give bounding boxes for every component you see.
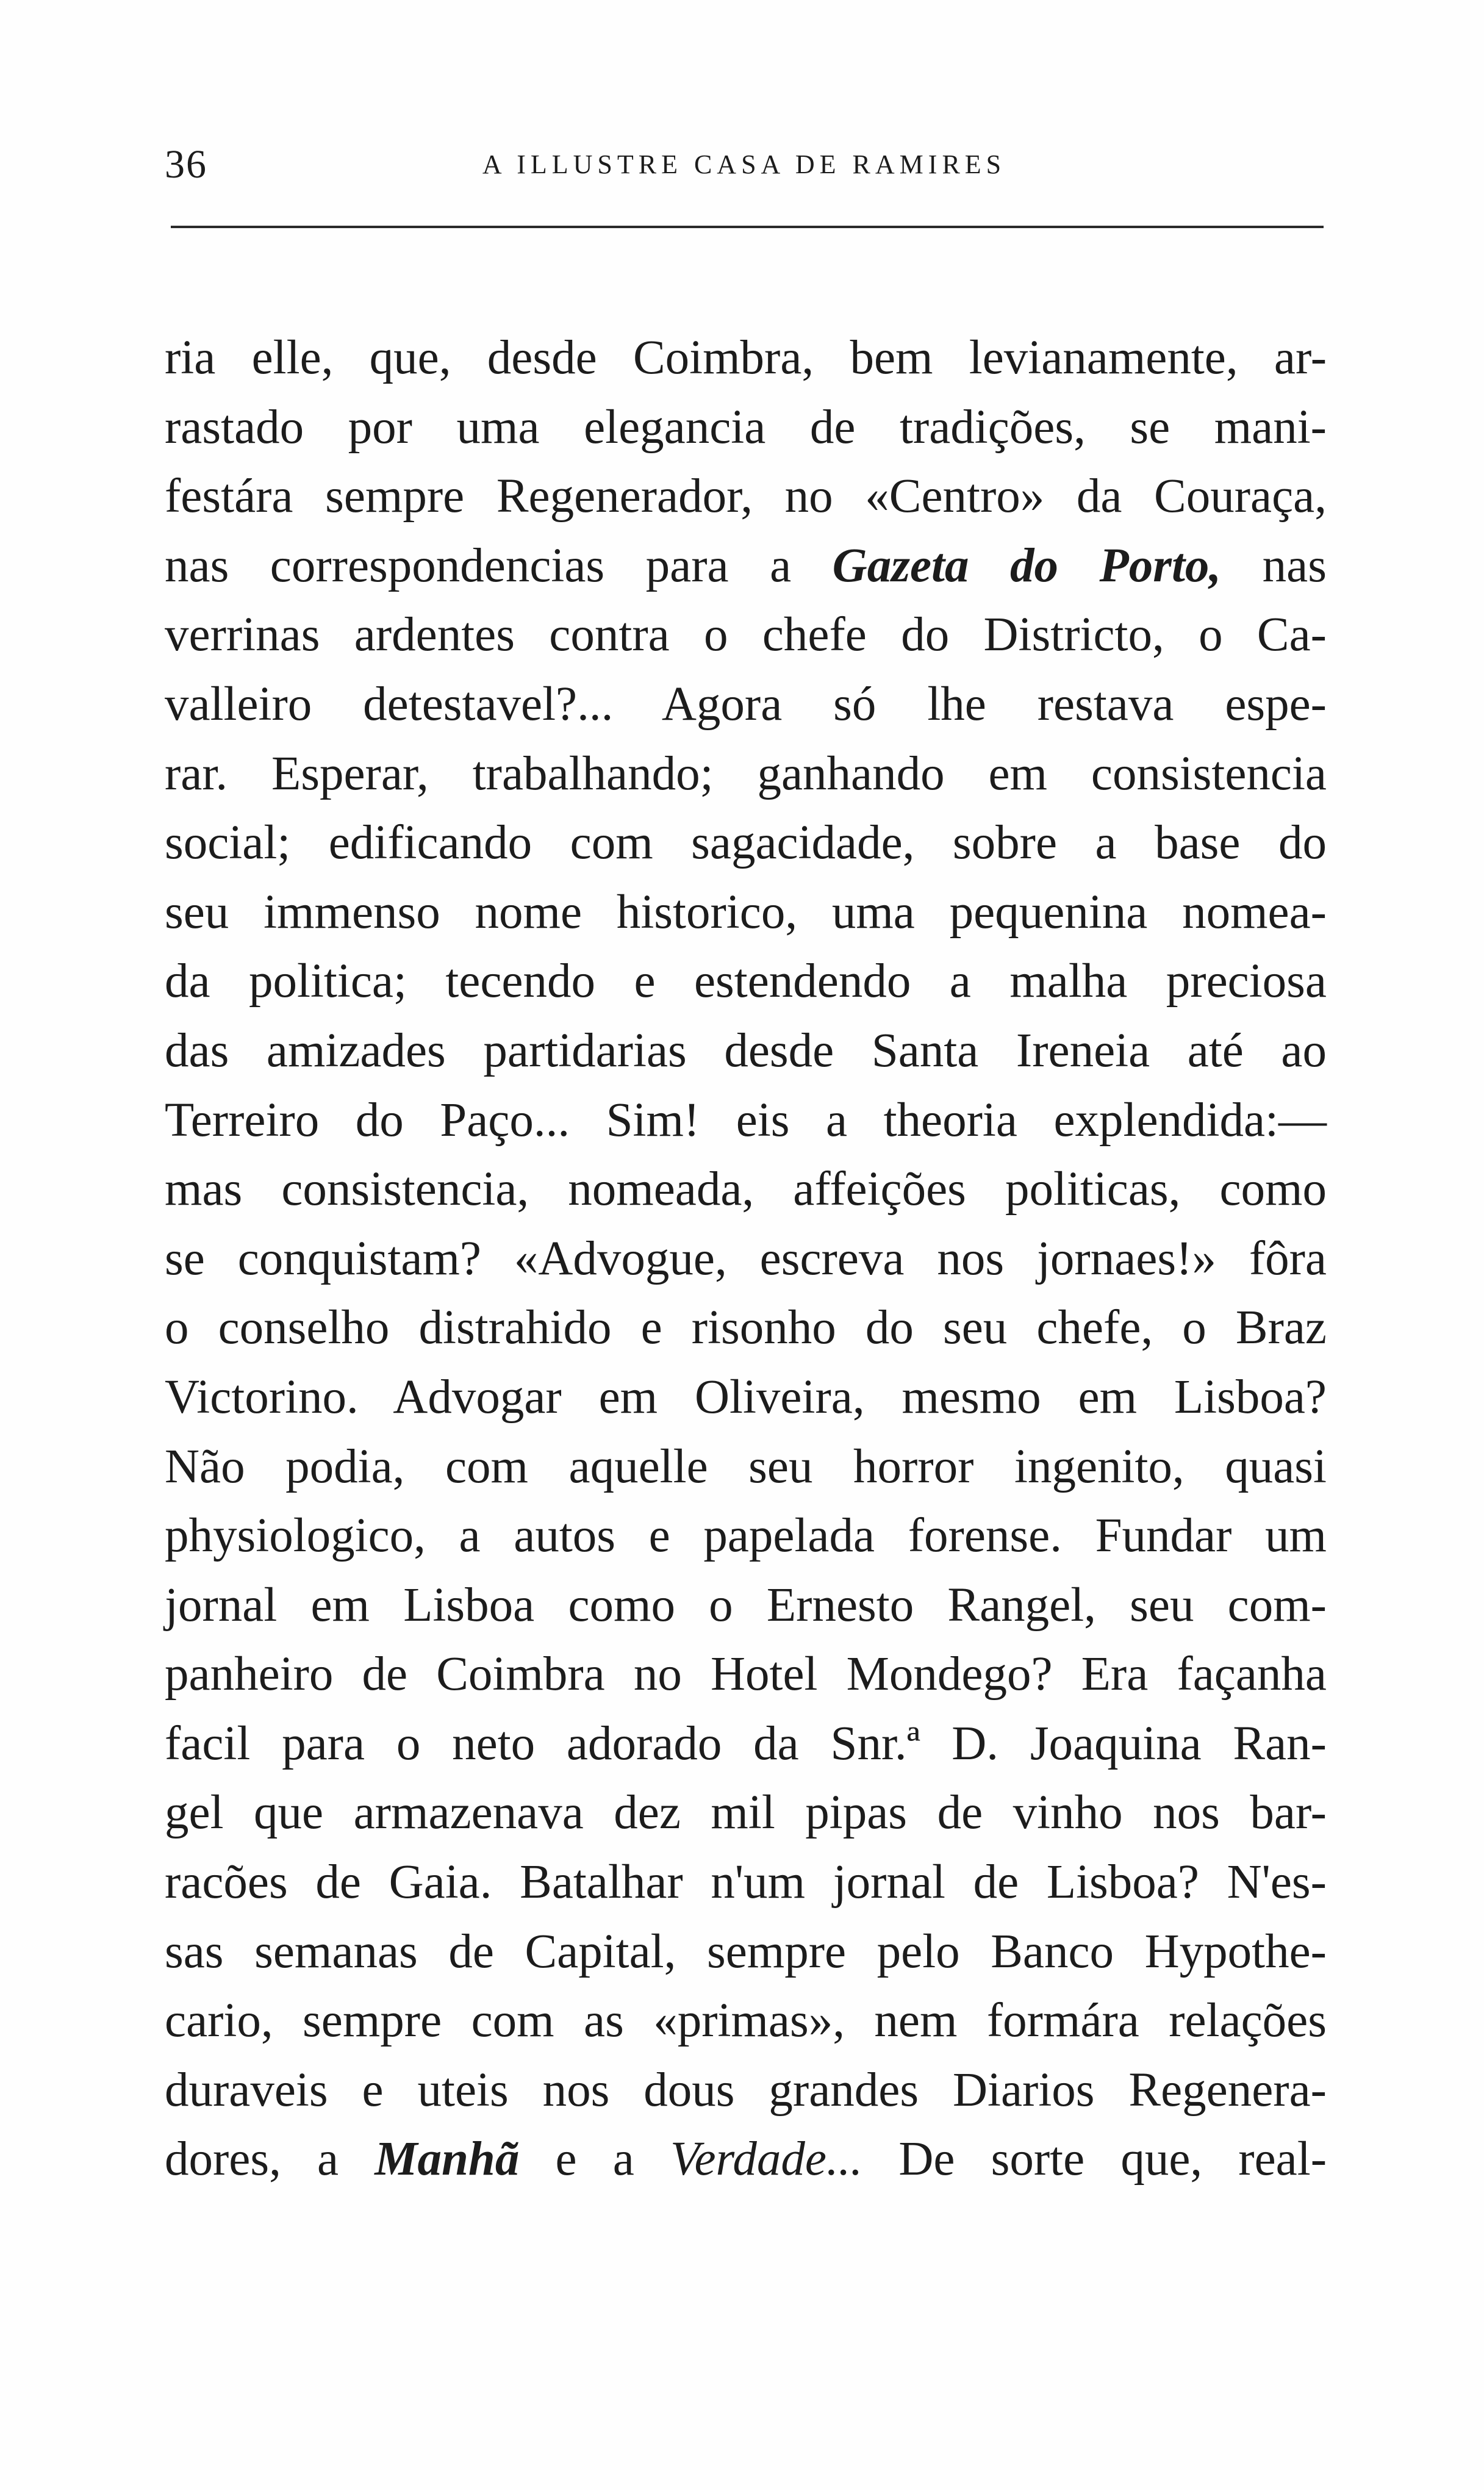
text-line: seu immenso nome historico, uma pequenina nomea-	[165, 885, 1327, 939]
text-line: racões de Gaia. Batalhar n'um jornal de Lisboa? N'es-	[165, 1856, 1327, 1909]
text-line: social; edificando com sagacidade, sobre a base do	[165, 816, 1327, 870]
text-line: physiologico, a autos e papelada forense. Fundar um	[165, 1509, 1327, 1563]
newspaper-title: Manhã	[375, 2133, 520, 2186]
text-line-with-emphasis	[165, 531, 1327, 601]
text-line: duraveis e uteis nos dous grandes Diarios Regenera-	[165, 2063, 1327, 2117]
text-segment: nas correspondencias para a	[165, 539, 833, 592]
text-line: da politica; tecendo e estendendo a malha preciosa	[165, 955, 1327, 1008]
text-line: rar. Esperar, trabalhando; ganhando em consistencia	[165, 747, 1327, 800]
text-line: mas consistencia, nomeada, affeições politicas, como	[165, 1163, 1327, 1216]
text-line: ria elle, que, desde Coimbra, bem levianamente, ar-	[165, 331, 1327, 384]
text-line: Terreiro do Paço... Sim! eis a theoria explendida:—	[165, 1093, 1327, 1147]
text-segment: nas	[1221, 539, 1327, 592]
text-line: festára sempre Regenerador, no «Centro» da Couraça,	[165, 470, 1327, 523]
text-line: valleiro detestavel?... Agora só lhe restava espe-	[165, 677, 1327, 731]
text-line: Não podia, com aquelle seu horror ingenito, quasi	[165, 1440, 1327, 1493]
newspaper-title: Gazeta do Porto,	[832, 539, 1222, 592]
text-line: facil para o neto adorado da Snr.ª D. Joaquina Ran-	[165, 1717, 1327, 1770]
text-line: gel que armazenava dez mil pipas de vinho nos bar-	[165, 1786, 1327, 1840]
text-line: jornal em Lisboa como o Ernesto Rangel, seu com-	[165, 1578, 1327, 1632]
text-line: verrinas ardentes contra o chefe do Districto, o Ca-	[165, 608, 1327, 662]
page-number: 36	[165, 142, 207, 187]
text-segment: dores, a	[165, 2133, 375, 2186]
body-text	[165, 323, 1327, 2194]
page-header	[165, 140, 1324, 201]
text-line: se conquistam? «Advogue, escreva nos jornaes!» fôra	[165, 1232, 1327, 1285]
text-line: cario, sempre com as «primas», nem formára relações	[165, 1994, 1327, 2048]
text-line: rastado por uma elegancia de tradições, se mani-	[165, 400, 1327, 454]
text-segment: e a	[519, 2133, 670, 2186]
text-line: Victorino. Advogar em Oliveira, mesmo em Lisboa?	[165, 1370, 1327, 1424]
text-line-with-emphasis	[165, 2125, 1327, 2194]
text-line: panheiro de Coimbra no Hotel Mondego? Era façanha	[165, 1648, 1327, 1701]
text-line: sas semanas de Capital, sempre pelo Banco Hypothe-	[165, 1925, 1327, 1978]
text-line: o conselho distrahido e risonho do seu chefe, o Braz	[165, 1301, 1327, 1355]
text-segment: De sorte que, real-	[862, 2133, 1327, 2186]
header-rule	[171, 226, 1324, 228]
newspaper-title: Verdade...	[670, 2133, 863, 2186]
running-title: A ILLUSTRE CASA DE RAMIRES	[482, 149, 1006, 179]
text-line: das amizades partidarias desde Santa Ireneia até ao	[165, 1024, 1327, 1077]
